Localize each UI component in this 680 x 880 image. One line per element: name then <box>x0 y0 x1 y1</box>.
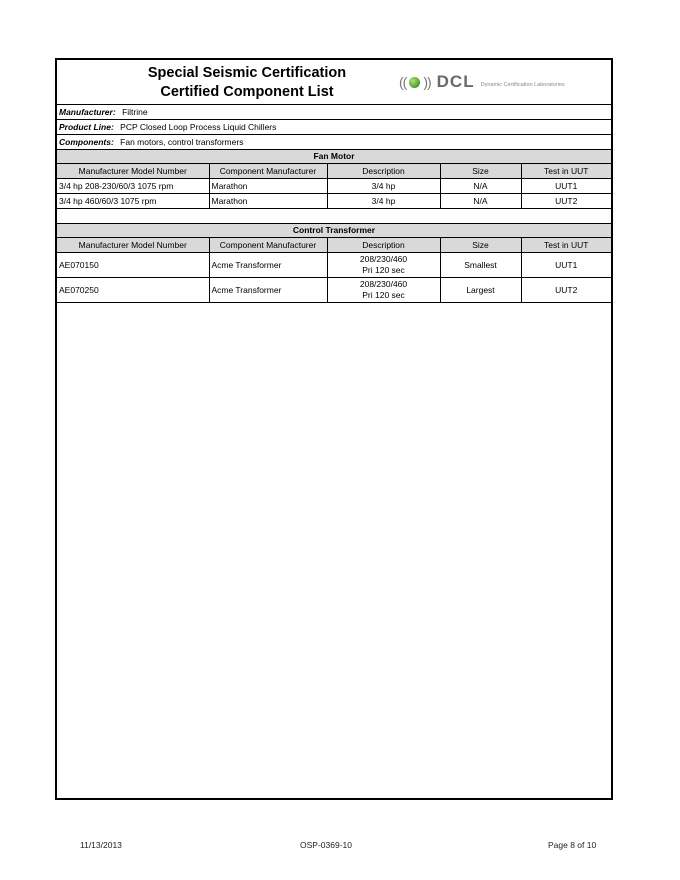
page-title <box>117 64 377 102</box>
table-row <box>57 253 611 278</box>
description-cell: 3/4 hp <box>327 194 440 209</box>
logo-paren-left: (( <box>399 74 407 90</box>
description-line-1: 208/230/460 <box>359 279 408 289</box>
col-header-size: Size <box>440 238 521 253</box>
fan-motor-section-title: Fan Motor <box>57 150 611 164</box>
fan-motor-table <box>57 164 611 209</box>
manufacturer-row <box>57 105 611 120</box>
size-cell: Largest <box>440 278 521 303</box>
description-line-2: Pri 120 sec <box>362 290 405 300</box>
manufacturer-cell: Marathon <box>209 179 327 194</box>
certification-frame <box>55 58 613 800</box>
footer-doc-number: OSP-0369-10 <box>300 840 352 850</box>
size-cell: Smallest <box>440 253 521 278</box>
table-row <box>57 179 611 194</box>
logo-paren-right: )) <box>423 74 431 90</box>
components-label: Components: <box>59 137 114 147</box>
col-header-size: Size <box>440 164 521 179</box>
description-cell <box>327 253 440 278</box>
model-cell: 3/4 hp 208-230/60/3 1075 rpm <box>57 179 209 194</box>
manufacturer-value: Filtrine <box>122 107 148 117</box>
dcl-logo <box>399 72 565 92</box>
logo-dot-icon <box>409 77 420 88</box>
fan-motor-header-row <box>57 164 611 179</box>
manufacturer-cell: Acme Transformer <box>209 278 327 303</box>
logo-text: DCL <box>436 72 475 91</box>
col-header-uut: Test in UUT <box>521 238 611 253</box>
model-cell: AE070250 <box>57 278 209 303</box>
col-header-description: Description <box>327 164 440 179</box>
components-value: Fan motors, control transformers <box>120 137 244 147</box>
size-cell: N/A <box>440 179 521 194</box>
control-transformer-table <box>57 238 611 303</box>
manufacturer-label: Manufacturer: <box>59 107 116 117</box>
table-row <box>57 194 611 209</box>
components-row <box>57 135 611 150</box>
uut-cell: UUT1 <box>521 179 611 194</box>
uut-cell: UUT2 <box>521 278 611 303</box>
col-header-manufacturer: Component Manufacturer <box>209 164 327 179</box>
col-header-description: Description <box>327 238 440 253</box>
title-line-1: Special Seismic Certification <box>147 65 347 81</box>
description-line-1: 208/230/460 <box>359 254 408 264</box>
uut-cell: UUT2 <box>521 194 611 209</box>
description-line-2: Pri 120 sec <box>362 265 405 275</box>
col-header-model: Manufacturer Model Number <box>57 164 209 179</box>
size-cell: N/A <box>440 194 521 209</box>
model-cell: 3/4 hp 460/60/3 1075 rpm <box>57 194 209 209</box>
product-line-label: Product Line: <box>59 122 114 132</box>
col-header-uut: Test in UUT <box>521 164 611 179</box>
section-spacer <box>57 209 611 224</box>
col-header-manufacturer: Component Manufacturer <box>209 238 327 253</box>
manufacturer-cell: Acme Transformer <box>209 253 327 278</box>
uut-cell: UUT1 <box>521 253 611 278</box>
product-line-row <box>57 120 611 135</box>
model-cell: AE070150 <box>57 253 209 278</box>
title-line-2: Certified Component List <box>160 84 334 100</box>
control-transformer-header-row <box>57 238 611 253</box>
description-cell: 3/4 hp <box>327 179 440 194</box>
footer-page-number: Page 8 of 10 <box>548 840 597 850</box>
product-line-value: PCP Closed Loop Process Liquid Chillers <box>120 122 277 132</box>
manufacturer-cell: Marathon <box>209 194 327 209</box>
table-row <box>57 278 611 303</box>
page-header <box>57 60 611 105</box>
description-cell <box>327 278 440 303</box>
col-header-model: Manufacturer Model Number <box>57 238 209 253</box>
logo-subtext: Dynamic Certification Laboratories <box>480 82 565 88</box>
footer-date: 11/13/2013 <box>80 840 122 850</box>
control-transformer-section-title: Control Transformer <box>57 224 611 238</box>
